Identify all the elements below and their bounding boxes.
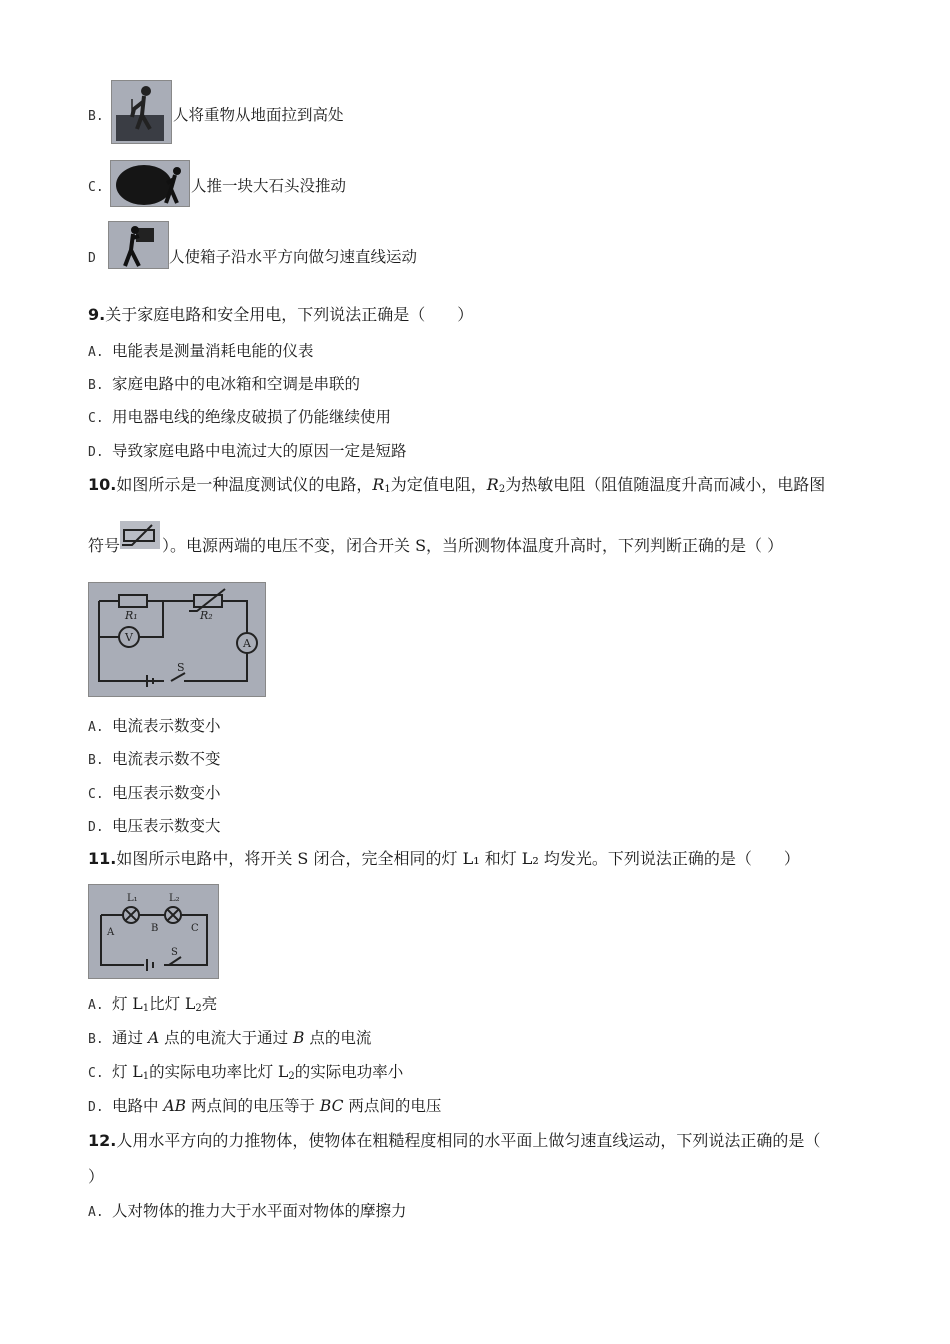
q11-option-d: D. 电路中 AB 两点间的电压等于 BC 两点间的电压: [88, 1097, 442, 1115]
q12-option-a: A. 人对物体的推力大于水平面对物体的摩擦力: [88, 1202, 407, 1220]
q8-option-c: C.: [88, 180, 104, 195]
fig-label-r1: R₁: [125, 609, 138, 622]
q9-option-a: A. 电能表是测量消耗电能的仪表: [88, 342, 314, 360]
q10-option-c: C. 电压表示数变小: [88, 784, 221, 802]
q11-option-a: A. 灯 $L_1$比灯 $L_2$亮: [88, 995, 218, 1014]
q10-option-b: B. 电流表示数不变: [88, 750, 221, 768]
person-pushing-rock-image: [110, 160, 190, 207]
thermistor-symbol-icon: [120, 521, 160, 549]
q11-circuit-diagram: [88, 884, 219, 979]
q10-option-a: A. 电流表示数变小: [88, 717, 221, 735]
q10-stem-line2: 符号: [88, 536, 121, 555]
q8-option-b: B.: [88, 109, 104, 124]
q12-stem-line1: 12.人用水平方向的力推物体，使物体在粗糙程度相同的水平面上做匀速直线运动，下列说法正确的是（: [88, 1131, 821, 1150]
fig-label-c: C: [191, 923, 199, 934]
q9-option-d: D. 导致家庭电路中电流过大的原因一定是短路: [88, 442, 407, 460]
fig-label-l2: L₂: [169, 893, 180, 904]
q9-option-c: C. 用电器电线的绝缘皮破损了仍能继续使用: [88, 408, 392, 426]
q10-option-d: D. 电压表示数变大: [88, 817, 221, 835]
fig-label-r2: R₂: [200, 609, 213, 622]
q10-circuit-diagram: [88, 582, 266, 697]
q9-option-b: B. 家庭电路中的电冰箱和空调是串联的: [88, 375, 361, 393]
fig-label-b: B: [151, 923, 159, 934]
q8-option-d: D: [88, 251, 96, 266]
q8-option-b-text: 人将重物从地面拉到高处: [173, 106, 344, 124]
fig-label-a: A: [243, 637, 251, 650]
q10-stem-line1: 10.如图所示是一种温度测试仪的电路，$R_1$为定值电阻，$R_2$为热敏电阻（阻值随温度升高而减小，电路图: [88, 475, 826, 495]
fig-label-a: A: [107, 927, 115, 938]
person-lifting-image: [111, 80, 172, 144]
q8-option-d-text: 人使箱子沿水平方向做匀速直线运动: [169, 248, 418, 266]
q11-option-b: B. 通过 A 点的电流大于通过 B 点的电流: [88, 1029, 372, 1047]
q9-stem: 9.关于家庭电路和安全用电，下列说法正确是（ ）: [88, 305, 474, 324]
q11-option-c: C. 灯 $L_1$的实际电功率比灯 $L_2$的实际电功率小: [88, 1063, 404, 1082]
q10-stem-line2-rest: ）。电源两端的电压不变，闭合开关 S，当所测物体温度升高时，下列判断正确的是（ ）: [162, 536, 784, 555]
person-carrying-box-image: [108, 221, 169, 269]
q8-option-c-text: 人推一块大石头没推动: [191, 177, 347, 195]
fig-label-s: S: [177, 661, 185, 674]
fig-label-l1: L₁: [127, 893, 138, 904]
q11-stem: 11.如图所示电路中，将开关 S 闭合，完全相同的灯 L₁ 和灯 L₂ 均发光。下列说法正确的是（ ）: [88, 849, 800, 868]
fig-label-s: S: [171, 947, 178, 958]
fig-label-v: V: [125, 631, 133, 644]
q12-stem-line2: ）: [88, 1167, 105, 1186]
